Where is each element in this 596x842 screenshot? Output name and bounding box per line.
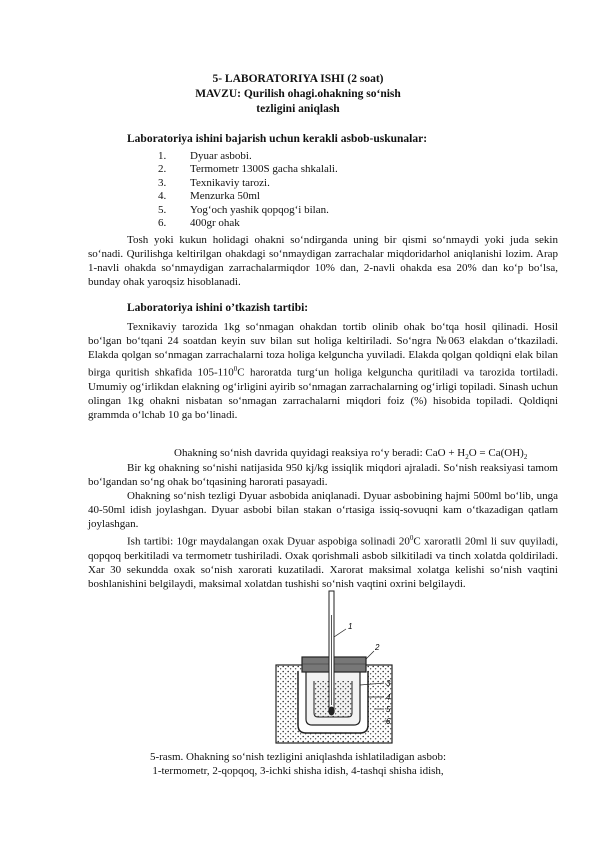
figure-label: 3 [386, 679, 391, 688]
degree-superscript: 0 [409, 534, 414, 542]
procedure-text-3: Ohakning so‘nish tezligi Dyuar asbobida aniqlanadi. Dyuar asbobining hajmi 500ml bo‘lib, unga 40-50ml idish joylashgan. Dyuar asbobi bilan stakan o‘rtasiga issiq-sovuqni kam o‘tkazadigan qatlam joylashgan. [88, 490, 558, 531]
list-text: Termometr 1300S gacha shkalali. [190, 163, 338, 176]
list-item [158, 190, 338, 203]
list-number: 5. [158, 203, 167, 216]
list-text: Yog‘och yashik qopqog‘i bilan. [190, 203, 329, 216]
equipment-list [158, 150, 338, 230]
figure-label: 6 [386, 717, 391, 726]
figure-label: 5 [386, 705, 391, 714]
topic-line-2: tezligini aniqlash [256, 103, 340, 115]
list-number: 4. [158, 190, 167, 203]
list-item [158, 217, 338, 230]
reaction-subscript: 2 [465, 453, 469, 462]
intro-text: Tosh yoki kukun holidagi ohakni so‘ndirganda uning bir qismi so‘nmaydi yoki juda sekin so‘nadi. Qurilishga keltirilgan ohakdagi so‘nmaydigan zarrachalar miqdoridarhol aniqlanishi lozim. Arap 1-navli ohakda so‘nmaydigan zarrachalarmiqdor 10% dan, 2-navli ohakda esa 20% dan ko‘p bo‘lsa, bunday ohak yaroqsiz hisoblanadi. [88, 234, 558, 289]
figure-label: 4 [386, 693, 391, 702]
reaction-intro: Ohakning so‘nish davrida quyidagi reaksiya ro‘y beradi: CaO + H [174, 447, 466, 459]
dewar-apparatus-figure [262, 585, 422, 745]
procedure-text-4a: Ish tartibi: 10gr maydalangan oxak Dyuar aspobiga solinadi 20 [127, 535, 410, 548]
list-item [158, 177, 338, 190]
list-text: Dyuar asbobi. [190, 150, 252, 162]
list-item [158, 204, 338, 217]
list-number: 1. [158, 150, 167, 162]
lab-title: 5- LABORATORIYA ISHI (2 soat) [212, 73, 384, 85]
intro-paragraph [88, 233, 558, 289]
figure-label: 1 [348, 622, 353, 631]
procedure-paragraph-3 [88, 489, 558, 531]
procedure-text-1a: Texnikaviy tarozida 1kg so‘nmagan ohakdan tortib olinib ohak bo‘tqa hosil qilinadi. Hosil bo‘lgan bo‘tqani 24 soatdan keyin suv bilan sut holiga keltiriladi. So‘ngra №063 elakdan o‘tkaziladi. Elakda qolgan so‘nmagan zarrachalarni toza holiga kelguncha yuviladi. Elakda qolgan qoldiqni elak bilan birga quritish shkafida 105-110 [88, 321, 558, 379]
thermometer-bulb [328, 707, 334, 716]
procedure-text-1b: C haroratda turg‘un holiga kelguncha quritiladi va tarozida tortiladi. Umumiy og‘irlikdan elakning og‘irligini ayirib so‘nmagan zarrachalarning og‘irligi topiladi. Sinash uchun olingan 1kg ohakni nisbatan so‘nmagan zarrachalarni miqdori foiz (%) hisobida topiladi. Qoldiqni grammda o‘lchab 10 ga bo‘linadi. [88, 366, 558, 422]
figure-caption-line-2: 1-termometr, 2-qopqoq, 3-ichki shisha idish, 4-tashqi shisha idish, [152, 765, 444, 777]
reaction-mid: O = Ca(OH) [468, 447, 524, 459]
procedure-text-2: Bir kg ohakning so‘nishi natijasida 950 kj/kg issiqlik miqdori ajraladi. So‘nish reaksiyasi tamom bo‘lgandan so‘ng ohak bo‘tqasining harorati pasayadi. [88, 462, 558, 489]
procedure-paragraph-2 [88, 461, 558, 489]
procedure-text-4b: C xaroratli 20ml li suv quyiladi, qopqoq berkitiladi va termometr tushiriladi. Oxak qorishmali asbob silkitiladi va tinch xolatda qoldiriladi. Xar 30 sekundda oxak so‘nish xarorati kuzatiladi. Xarorat maksimal xolatga kelishi so‘nish vaqtini boshlanishini belgilaydi, maksimal xolatdan tushishi so‘nish vaqtini oxrini belgilaydi. [88, 535, 558, 590]
figure-caption-line-1: 5-rasm. Ohakning so‘nish tezligini aniqlashda ishlatiladigan asbob: [149, 751, 447, 763]
procedure-heading: Laboratoriya ishini o’tkazish tartibi: [127, 302, 309, 314]
procedure-paragraph-4 [88, 531, 558, 591]
list-item [158, 150, 338, 163]
degree-superscript: 0 [233, 365, 238, 374]
figure-label: 2 [375, 643, 380, 652]
procedure-paragraph-1 [88, 320, 558, 422]
equipment-heading: Laboratoriya ishini bajarish uchun kerakli asbob-uskunalar: [127, 133, 428, 145]
list-text: 400gr ohak [190, 217, 240, 230]
list-text: Texnikaviy tarozi. [190, 176, 270, 189]
list-number: 2. [158, 163, 167, 176]
topic-line: MAVZU: Qurilish ohagi.ohakning so‘nish [195, 88, 401, 100]
reaction-subscript: 2 [523, 453, 528, 462]
list-number: 6. [158, 217, 167, 230]
list-text: Menzurka 50ml [190, 190, 260, 203]
list-item [158, 163, 338, 176]
list-number: 3. [158, 176, 167, 189]
